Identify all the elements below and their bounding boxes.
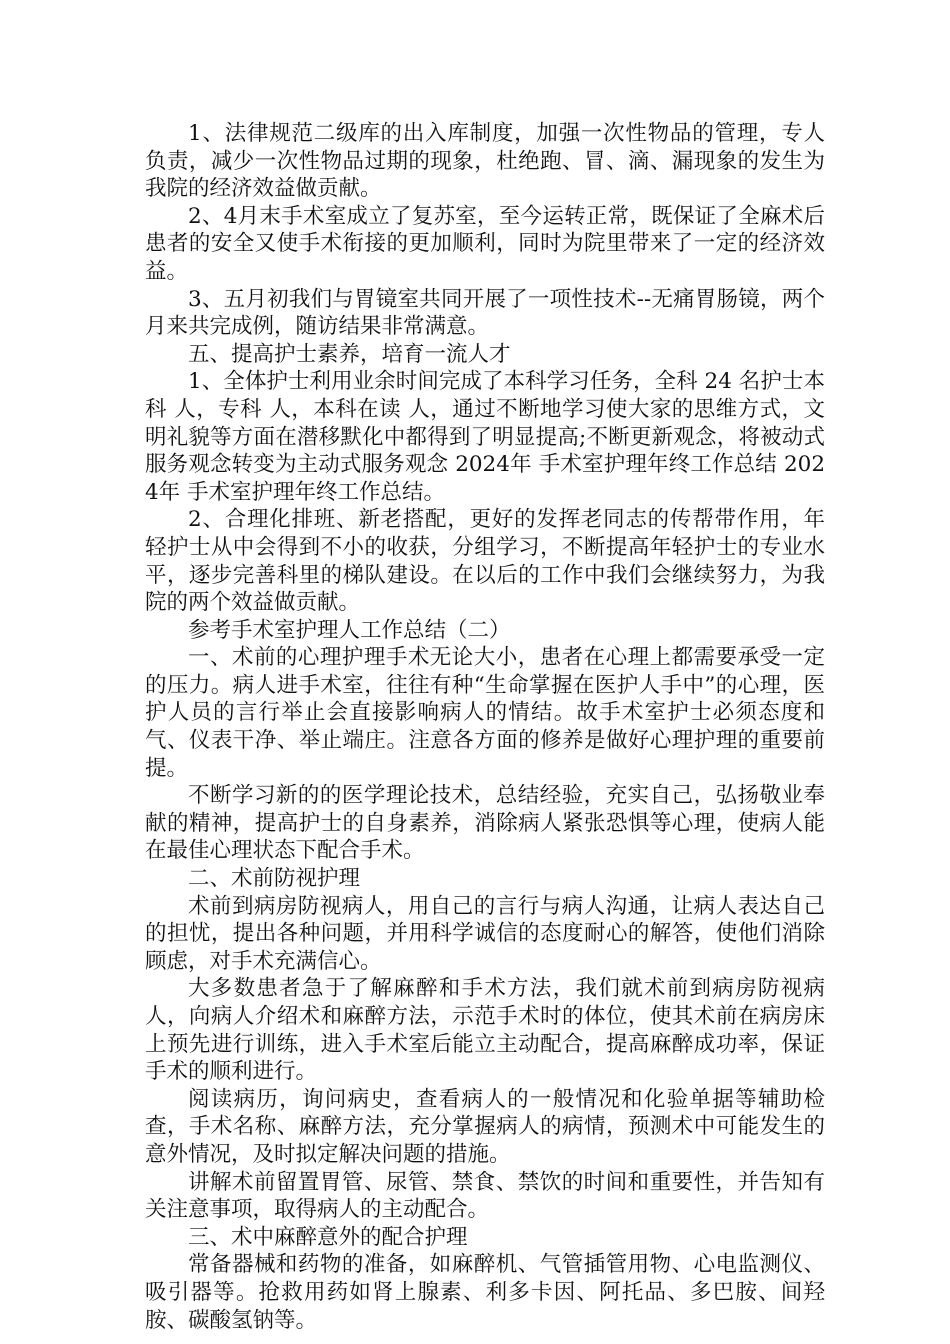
paragraph-recovery-room: 2、4月末手术室成立了复苏室，至今运转正常，既保证了全麻术后患者的安全又使手术衔接的更加顺利，同时为院里带来了一定的经济效益。 (145, 203, 825, 284)
paragraph-continuous-learning: 不断学习新的的医学理论技术，总结经验，充实自己，弘扬敬业奉献的精神，提高护士的自身素养，消除病人紧张恐惧等心理，使病人能在最佳心理状态下配合手术。 (145, 783, 825, 864)
document-body (145, 120, 825, 1334)
paragraph-nurse-education: 1、全体护士利用业余时间完成了本科学习任务，全科 24 名护士本科 人，专科 人，本科在读 人，通过不断地学习使大家的思维方式，文明礼貌等方面在潜移默化中都得到了明显提高;不断更新观念，将被动式服务观念转变为主动式服务观念 2024年 手术室护理年终工作总结 2024年 手术室护理年终工作总结。 (145, 369, 825, 505)
section-heading-nurse-quality: 五、提高护士素养，培育一流人才 (188, 341, 511, 367)
section-heading-preop-visit: 二、术前防视护理 (188, 866, 361, 892)
document-subtitle: 参考手术室护理人工作总结（二） (188, 617, 511, 643)
paragraph-painless-endoscopy: 3、五月初我们与胃镜室共同开展了一项性技术--无痛胃肠镜，两个月来共完成例，随访结果非常满意。 (145, 286, 825, 340)
paragraph-ward-visit: 术前到病房防视病人，用自己的言行与病人沟通，让病人表达自己的担忧，提出各种问题，并用科学诚信的态度耐心的解答，使他们消除顾虑，对手术充满信心。 (145, 893, 825, 974)
paragraph-preop-psychology: 一、术前的心理护理手术无论大小，患者在心理上都需要承受一定的压力。病人进手术室，往往有种“生命掌握在医护人手中”的心理，医护人员的言行举止会直接影响病人的情结。故手术室护士必须态度和气、仪表干净、举止端庄。注意各方面的修养是做好心理护理的重要前提。 (145, 645, 825, 781)
paragraph-scheduling: 2、合理化排班、新老搭配，更好的发挥老同志的传帮带作用，年轻护士从中会得到不小的收获，分组学习，不断提高年轻护士的专业水平，逐步完善科里的梯队建设。在以后的工作中我们会继续努力，为我院的两个效益做贡献。 (145, 507, 825, 616)
paragraph-medical-records: 阅读病历，询问病史，查看病人的一般情况和化验单据等辅助检查，手术名称、麻醉方法，充分掌握病人的病情，预测术中可能发生的意外情况，及时拟定解决问题的措施。 (145, 1086, 825, 1167)
paragraph-storage-management: 1、法律规范二级库的出入库制度，加强一次性物品的管理，专人负责，减少一次性物品过期的现象，杜绝跑、冒、滴、漏现象的发生为我院的经济效益做贡献。 (145, 121, 825, 202)
paragraph-equipment-drugs: 常备器械和药物的准备，如麻醉机、气管插管用物、心电监测仪、吸引器等。抢救用药如肾上腺素、利多卡因、阿托品、多巴胺、间羟胺、碳酸氢钠等。 (145, 1252, 825, 1333)
paragraph-preop-instructions: 讲解术前留置胃管、尿管、禁食、禁饮的时间和重要性，并告知有关注意事项，取得病人的主动配合。 (145, 1169, 825, 1223)
section-heading-intraop-anesthesia: 三、术中麻醉意外的配合护理 (188, 1224, 468, 1250)
paragraph-anesthesia-explanation: 大多数患者急于了解麻醉和手术方法，我们就术前到病房防视病人，向病人介绍术和麻醉方法，示范手术时的体位，使其术前在病房床上预先进行训练，进入手术室后能立主动配合，提高麻醉成功率，保证手术的顺利进行。 (145, 976, 825, 1085)
